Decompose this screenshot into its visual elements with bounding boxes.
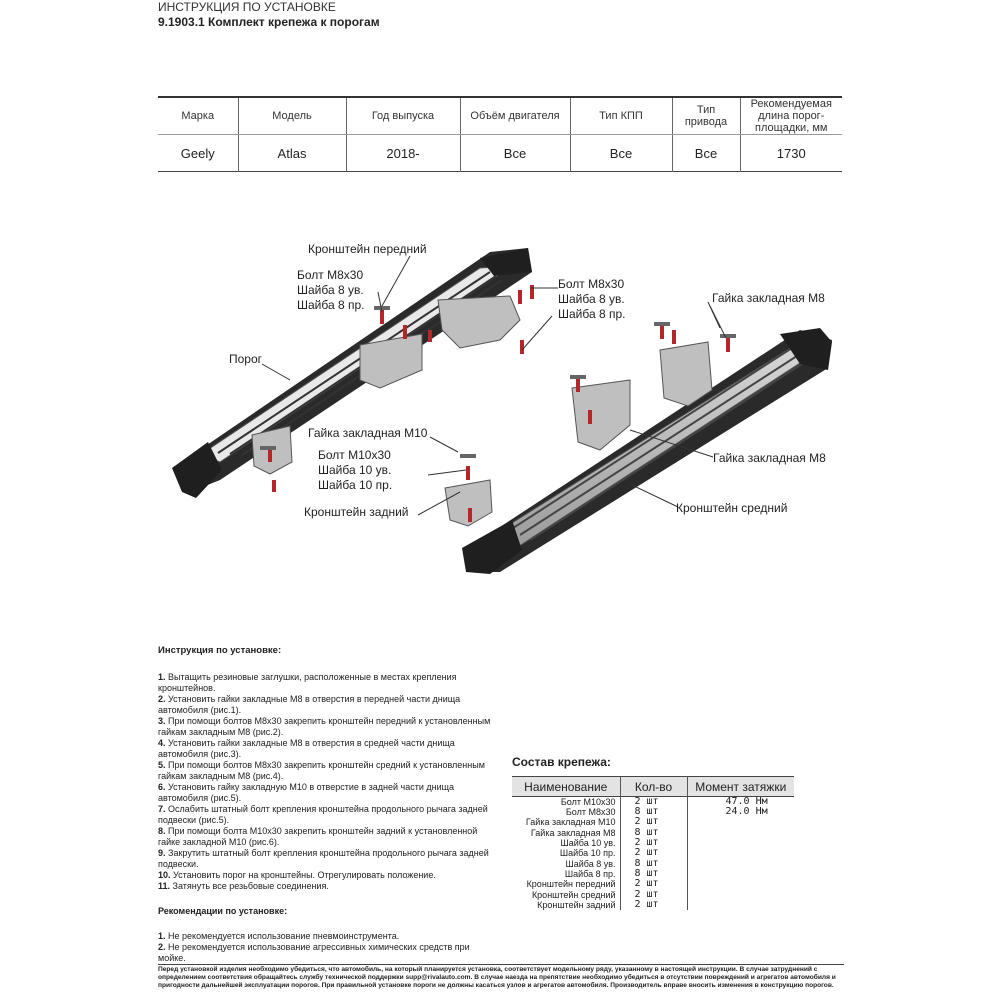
instruction-step <box>158 881 498 892</box>
step-number: 1. <box>158 672 166 682</box>
step-text: Установить гайки закладные М8 в отверстия в передней части днища автомобиля (рис.1). <box>158 694 461 715</box>
step-number: 6. <box>158 782 166 792</box>
instruction-step <box>158 672 498 694</box>
label-bolt-group-m10 <box>318 448 392 493</box>
spec-header-cell: Год выпуска <box>346 97 460 135</box>
bom-item-torque <box>687 858 794 868</box>
step-text: Установить порог на кронштейны. Отрегулировать положение. <box>173 870 436 880</box>
spec-cell-gearbox: Все <box>570 135 672 172</box>
instruction-step <box>158 826 498 848</box>
step-number: 8. <box>158 826 166 836</box>
rec-number: 1. <box>158 931 166 941</box>
step-number: 5. <box>158 760 166 770</box>
label-sill: Порог <box>229 352 263 366</box>
spec-cell-engine: Все <box>460 135 570 172</box>
label-line: Болт М8х30 <box>558 277 625 291</box>
bom-table <box>512 776 794 910</box>
label-line: Шайба 8 пр. <box>558 307 626 321</box>
diagram-illustration <box>160 230 850 590</box>
step-text: При помощи болта М10х30 закрепить кронштейн задний к установленной гайке закладной М10 (рис.6). <box>158 826 478 847</box>
installation-diagram <box>160 230 850 590</box>
bom-header-name: Наименование <box>512 777 620 797</box>
rec-number: 2. <box>158 942 166 952</box>
step-text: При помощи болтов М8х30 закрепить кронштейн передний к установленным гайкам закладным М8 (рис.2). <box>158 716 491 737</box>
installation-instructions <box>158 645 498 964</box>
step-text: Затянуть все резьбовые соединения. <box>172 881 329 891</box>
instruction-step <box>158 716 498 738</box>
step-number: 10. <box>158 870 171 880</box>
recommendation-item <box>158 942 498 964</box>
step-number: 4. <box>158 738 166 748</box>
bom-title: Состав крепежа: <box>512 755 611 769</box>
spec-value-row <box>158 135 842 172</box>
label-mid-bracket: Кронштейн средний <box>676 501 788 515</box>
bom-item-torque <box>687 900 794 910</box>
bom-item-name: Болт М8х30 <box>565 807 616 818</box>
instruction-step <box>158 760 498 782</box>
spec-cell-year: 2018- <box>346 135 460 172</box>
bom-item-torque: 24.0 Нм <box>725 806 768 818</box>
label-line: Болт М10х30 <box>318 448 391 462</box>
bom-item-name: Шайба 8 ув. <box>565 858 616 869</box>
instruction-step <box>158 848 498 870</box>
spec-header-cell: Объём двигателя <box>460 97 570 135</box>
bom-row <box>512 900 794 910</box>
front-bracket-left <box>438 296 520 348</box>
bom-item-name: Шайба 10 пр. <box>559 848 616 859</box>
label-bolt-group-left <box>297 268 365 313</box>
spec-cell-drive: Все <box>672 135 740 172</box>
doc-header-title: ИНСТРУКЦИЯ ПО УСТАНОВКЕ <box>158 0 336 14</box>
instruction-step <box>158 694 498 716</box>
footer-disclaimer: Перед установкой изделия необходимо убедиться, что автомобиль, на который планируется установка, соответствует модельному ряду, указанному в настоящей инструкции. В случае затруднений с определением соответствия обращайтесь службу технической поддержки supp@rivalauto.com. В случае наезда на препятствие необходимо убедиться в отсутствии повреждений и агрегатов автомобиля и пригодности дальнейшей эксплуатации порогов. При правильной установке пороги не должны касаться узлов и агрегатов автомобиля. Производитель вправе вносить изменения в конструкцию порогов. <box>158 964 844 990</box>
label-line: Болт М8х30 <box>297 268 364 282</box>
bom-item-name: Кронштейн передний <box>526 879 616 890</box>
step-text: Установить гайки закладные М8 в отверстия в средней части днища автомобиля (рис.3). <box>158 738 455 759</box>
bom-item-qty: 2 шт <box>620 817 687 827</box>
bom-item-qty: 2 шт <box>620 848 687 858</box>
label-line: Шайба 8 ув. <box>558 292 625 306</box>
step-number: 9. <box>158 848 166 858</box>
instruction-step <box>158 738 498 760</box>
bom-item-name: Гайка закладная М8 <box>530 827 616 838</box>
bom-body <box>512 797 794 910</box>
step-text: При помощи болтов М8х30 закрепить кронштейн средний к установленным гайкам закладным М8 (рис.4). <box>158 760 485 781</box>
bom-item-torque <box>687 817 794 827</box>
recommendations-title: Рекомендации по установке: <box>158 906 288 916</box>
label-nut-m8-top: Гайка закладная М8 <box>712 291 825 305</box>
bom-item-qty: 8 шт <box>620 807 687 817</box>
bom-row <box>512 879 794 889</box>
spec-header-cell: Рекомендуемая длина порог-площадки, мм <box>740 97 842 135</box>
label-line: Шайба 10 пр. <box>318 478 393 492</box>
bom-item-torque <box>687 838 794 848</box>
bom-item-qty: 2 шт <box>620 879 687 889</box>
spec-cell-length: 1730 <box>740 135 842 172</box>
rec-text: Не рекомендуется использование агрессивных химических средств при мойке. <box>158 942 470 963</box>
bom-header-row <box>512 777 794 797</box>
bom-item-qty: 2 шт <box>620 889 687 899</box>
label-rear-bracket: Кронштейн задний <box>304 505 409 519</box>
step-number: 3. <box>158 716 166 726</box>
spec-header-cell: Модель <box>238 97 346 135</box>
label-front-bracket: Кронштейн передний <box>308 242 427 256</box>
bom-item-name: Болт М10х30 <box>560 797 616 807</box>
instruction-step <box>158 782 498 804</box>
bom-header-torque: Момент затяжки <box>687 777 794 797</box>
bom-item-name: Шайба 8 пр. <box>564 868 616 879</box>
bom-item-qty: 8 шт <box>620 828 687 838</box>
instruction-step <box>158 870 498 881</box>
bom-item-qty: 8 шт <box>620 858 687 868</box>
bom-item-qty: 8 шт <box>620 869 687 879</box>
bom-item-name: Кронштейн средний <box>531 889 616 900</box>
bom-item-torque <box>687 828 794 838</box>
label-line: Шайба 8 пр. <box>297 298 365 312</box>
bom-row <box>512 848 794 858</box>
recommendation-list <box>158 931 498 964</box>
bom-item-qty: 2 шт <box>620 900 687 910</box>
spec-cell-make: Geely <box>180 145 215 161</box>
bom-item-name: Шайба 10 ув. <box>560 838 616 849</box>
label-line: Шайба 8 ув. <box>297 283 364 297</box>
vehicle-spec-table <box>158 96 842 172</box>
step-text: Вытащить резиновые заглушки, расположенные в местах крепления кронштейнов. <box>158 672 457 693</box>
rec-text: Не рекомендуется использование пневмоинструмента. <box>168 931 400 941</box>
bom-item-torque: 47.0 Нм <box>725 796 768 807</box>
bom-item-torque <box>687 879 794 889</box>
middle-bracket-right <box>572 380 630 450</box>
spec-header-cell: Марка <box>158 97 238 135</box>
label-nut-m8-bottom: Гайка закладная М8 <box>713 451 826 465</box>
bom-item-qty: 2 шт <box>620 838 687 848</box>
spec-header-cell: Тип КПП <box>570 97 672 135</box>
step-number: 2. <box>158 694 166 704</box>
bom-item-name: Гайка закладная М10 <box>525 817 616 828</box>
spec-cell-model: Atlas <box>238 135 346 172</box>
bom-item-torque <box>687 869 794 879</box>
bom-item-torque <box>687 889 794 899</box>
step-text: Закрутить штатный болт крепления кронштейна продольного рычага задней подвески. <box>158 848 489 869</box>
label-line: Шайба 10 ув. <box>318 463 392 477</box>
bom-item-name: Кронштейн задний <box>537 899 616 910</box>
spec-header-cell: Тип привода <box>672 97 740 135</box>
spec-header-row <box>158 97 842 135</box>
instructions-title: Инструкция по установке: <box>158 645 282 656</box>
doc-header-kit: 9.1903.1 Комплект крепежа к порогам <box>158 15 380 29</box>
instruction-steps <box>158 672 498 892</box>
step-number: 7. <box>158 804 166 814</box>
step-text: Установить гайку закладную М10 в отверстие в задней части днища автомобиля (рис.5). <box>158 782 455 803</box>
bom-header-qty: Кол-во <box>620 777 687 797</box>
step-number: 11. <box>158 881 171 891</box>
instruction-step <box>158 804 498 826</box>
bom-item-torque <box>687 848 794 858</box>
step-text: Ослабить штатный болт крепления кронштейна продольного рычага задней подвески (рис.5). <box>158 804 488 825</box>
label-bolt-group-right <box>558 277 626 322</box>
label-nut-m10: Гайка закладная М10 <box>308 426 428 440</box>
bom-item-qty: 2 шт <box>620 797 687 808</box>
recommendation-item <box>158 931 498 942</box>
